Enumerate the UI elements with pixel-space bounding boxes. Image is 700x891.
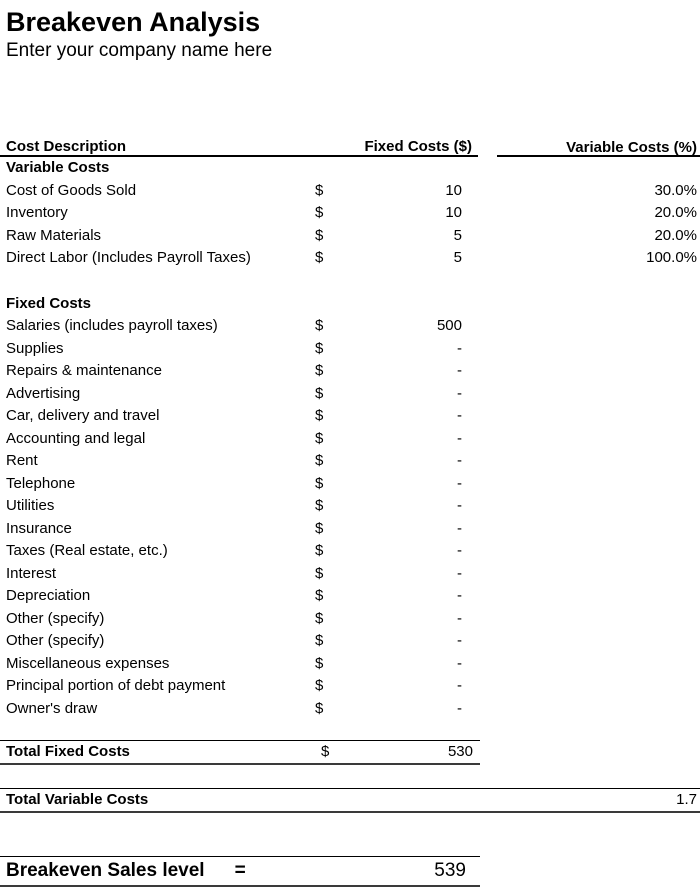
cost-description-cell[interactable]: Advertising bbox=[6, 384, 81, 402]
variable-cost-value-cell[interactable] bbox=[462, 608, 700, 631]
cost-description-cell[interactable]: Taxes (Real estate, etc.) bbox=[6, 542, 168, 559]
variable-cost-value-cell[interactable] bbox=[462, 338, 700, 361]
spacer bbox=[0, 720, 700, 740]
variable-cost-value-cell[interactable] bbox=[462, 315, 700, 338]
section-gap bbox=[0, 270, 700, 293]
currency-symbol: $ bbox=[315, 542, 324, 559]
variable-cost-value-cell[interactable] bbox=[462, 630, 700, 653]
equals-sign: = bbox=[234, 860, 246, 881]
variable-cost-value-cell[interactable] bbox=[462, 473, 700, 496]
company-name-field[interactable]: Enter your company name here bbox=[6, 40, 273, 61]
fixed-cost-value-cell[interactable]: 10 bbox=[445, 204, 462, 221]
cost-row bbox=[0, 473, 700, 496]
section-header: Variable Costs bbox=[6, 159, 110, 176]
variable-cost-value-cell[interactable]: 20.0% bbox=[654, 226, 697, 244]
column-header-variable-costs: Variable Costs (%) bbox=[566, 139, 697, 156]
cost-row bbox=[0, 495, 700, 518]
fixed-cost-value-cell[interactable]: - bbox=[457, 699, 462, 717]
cost-row bbox=[0, 540, 700, 563]
fixed-cost-value-cell[interactable]: 500 bbox=[436, 317, 462, 334]
header-left-group bbox=[0, 139, 478, 157]
fixed-cost-value-cell[interactable]: - bbox=[457, 407, 462, 424]
variable-cost-value-cell[interactable] bbox=[462, 585, 700, 608]
currency-symbol: $ bbox=[315, 609, 324, 627]
fixed-cost-value-cell[interactable]: 10 bbox=[445, 181, 462, 199]
fixed-cost-value-cell[interactable]: - bbox=[457, 654, 462, 672]
cost-row bbox=[0, 315, 700, 338]
cost-description-cell[interactable]: Principal portion of debt payment bbox=[6, 677, 226, 694]
currency-symbol: $ bbox=[315, 181, 324, 199]
cost-description-cell[interactable]: Accounting and legal bbox=[6, 429, 146, 447]
currency-symbol: $ bbox=[315, 587, 324, 604]
currency-symbol: $ bbox=[315, 384, 324, 402]
column-header-cost-description: Cost Description bbox=[6, 138, 127, 155]
fixed-cost-value-cell[interactable]: - bbox=[457, 339, 462, 357]
currency-symbol: $ bbox=[315, 474, 324, 492]
cost-description-cell[interactable]: Owner's draw bbox=[6, 699, 98, 717]
cost-row bbox=[0, 675, 700, 698]
cost-description-cell[interactable]: Rent bbox=[6, 452, 38, 469]
currency-symbol: $ bbox=[321, 743, 330, 760]
currency-symbol: $ bbox=[315, 519, 324, 537]
cost-row bbox=[0, 202, 700, 225]
variable-cost-value-cell[interactable]: 100.0% bbox=[646, 249, 697, 266]
cost-description-cell[interactable]: Miscellaneous expenses bbox=[6, 654, 170, 672]
currency-symbol: $ bbox=[315, 204, 324, 221]
column-header-fixed-costs: Fixed Costs ($) bbox=[364, 138, 472, 155]
cost-description-cell[interactable]: Salaries (includes payroll taxes) bbox=[6, 317, 218, 334]
fixed-cost-value-cell[interactable]: - bbox=[457, 632, 462, 649]
cost-description-cell[interactable]: Interest bbox=[6, 564, 57, 582]
fixed-cost-value-cell[interactable]: - bbox=[457, 677, 462, 694]
cost-description-cell[interactable]: Raw Materials bbox=[6, 226, 102, 244]
section-header: Fixed Costs bbox=[6, 294, 92, 312]
currency-symbol: $ bbox=[315, 677, 324, 694]
cost-description-cell[interactable]: Inventory bbox=[6, 204, 68, 221]
variable-cost-value-cell[interactable] bbox=[462, 653, 700, 676]
variable-cost-value-cell[interactable] bbox=[462, 540, 700, 563]
spacer bbox=[0, 813, 700, 856]
cost-row bbox=[0, 608, 700, 631]
cost-row bbox=[0, 563, 700, 586]
page-title: Breakeven Analysis bbox=[6, 7, 261, 37]
variable-cost-value-cell[interactable] bbox=[462, 428, 700, 451]
currency-symbol: $ bbox=[315, 226, 324, 244]
currency-symbol: $ bbox=[315, 699, 324, 717]
variable-cost-value-cell[interactable] bbox=[462, 383, 700, 406]
breakeven-sales-value: 539 bbox=[434, 860, 466, 881]
variable-cost-value-cell[interactable]: 30.0% bbox=[654, 181, 697, 199]
cost-row bbox=[0, 338, 700, 361]
cost-description-cell[interactable]: Other (specify) bbox=[6, 632, 105, 649]
fixed-cost-value-cell[interactable]: - bbox=[457, 519, 462, 537]
variable-cost-value-cell[interactable] bbox=[462, 405, 700, 428]
fixed-cost-value-cell[interactable]: - bbox=[457, 384, 462, 402]
currency-symbol: $ bbox=[315, 497, 324, 514]
cost-row bbox=[0, 518, 700, 541]
cost-description-cell[interactable]: Supplies bbox=[6, 339, 64, 357]
currency-symbol: $ bbox=[315, 317, 324, 334]
breakeven-sales-row bbox=[0, 856, 480, 887]
cost-row bbox=[0, 450, 700, 473]
breakeven-sales-label: Breakeven Sales level bbox=[6, 860, 205, 881]
total-variable-costs-value: 1.7 bbox=[676, 791, 697, 808]
cost-description-cell[interactable]: Telephone bbox=[6, 474, 76, 492]
fixed-cost-value-cell[interactable]: - bbox=[457, 497, 462, 514]
cost-row bbox=[0, 360, 700, 383]
currency-symbol: $ bbox=[315, 654, 324, 672]
variable-cost-value-cell[interactable] bbox=[462, 360, 700, 383]
cost-description-cell[interactable]: Cost of Goods Sold bbox=[6, 181, 137, 199]
currency-symbol: $ bbox=[315, 339, 324, 357]
fixed-cost-value-cell[interactable]: - bbox=[457, 564, 462, 582]
variable-cost-value-cell[interactable] bbox=[462, 698, 700, 721]
fixed-cost-value-cell[interactable]: - bbox=[457, 609, 462, 627]
cost-row bbox=[0, 698, 700, 721]
fixed-cost-value-cell[interactable]: - bbox=[457, 362, 462, 379]
cost-description-cell[interactable]: Utilities bbox=[6, 497, 55, 514]
cost-row bbox=[0, 653, 700, 676]
fixed-cost-value-cell[interactable]: 5 bbox=[453, 249, 462, 266]
cost-description-cell[interactable]: Insurance bbox=[6, 519, 72, 537]
fixed-cost-value-cell[interactable]: - bbox=[457, 542, 462, 559]
total-variable-costs-row bbox=[0, 788, 700, 813]
cost-row bbox=[0, 247, 700, 270]
cost-description-cell[interactable]: Other (specify) bbox=[6, 609, 105, 627]
currency-symbol: $ bbox=[315, 564, 324, 582]
cost-description-cell[interactable]: Depreciation bbox=[6, 587, 91, 604]
currency-symbol: $ bbox=[315, 452, 324, 469]
fixed-cost-value-cell[interactable]: - bbox=[457, 587, 462, 604]
cost-description-cell[interactable]: Car, delivery and travel bbox=[6, 407, 160, 424]
currency-symbol: $ bbox=[315, 429, 324, 447]
cost-row bbox=[0, 630, 700, 653]
cost-row bbox=[0, 428, 700, 451]
total-fixed-costs-value: 530 bbox=[447, 743, 473, 760]
total-variable-costs-label: Total Variable Costs bbox=[6, 791, 149, 808]
fixed-cost-value-cell[interactable]: - bbox=[457, 474, 462, 492]
header-right-group bbox=[497, 139, 700, 157]
cost-row bbox=[0, 405, 700, 428]
variable-cost-value-cell[interactable]: 20.0% bbox=[654, 204, 697, 221]
currency-symbol: $ bbox=[315, 632, 324, 649]
cost-description-cell[interactable]: Repairs & maintenance bbox=[6, 362, 162, 379]
variable-cost-value-cell[interactable] bbox=[462, 563, 700, 586]
cost-row bbox=[0, 383, 700, 406]
total-fixed-costs-row bbox=[0, 740, 480, 765]
fixed-cost-value-cell[interactable]: - bbox=[457, 429, 462, 447]
cost-row bbox=[0, 180, 700, 203]
cost-row bbox=[0, 225, 700, 248]
currency-symbol: $ bbox=[315, 407, 324, 424]
total-fixed-costs-label: Total Fixed Costs bbox=[6, 743, 130, 760]
variable-cost-value-cell[interactable] bbox=[462, 518, 700, 541]
cost-description-cell[interactable]: Direct Labor (Includes Payroll Taxes) bbox=[6, 249, 251, 266]
fixed-cost-value-cell[interactable]: 5 bbox=[453, 226, 462, 244]
currency-symbol: $ bbox=[315, 362, 324, 379]
variable-cost-value-cell[interactable] bbox=[462, 450, 700, 473]
table-header-row bbox=[0, 139, 700, 157]
spacer bbox=[0, 765, 700, 788]
fixed-cost-value-cell[interactable]: - bbox=[457, 452, 462, 469]
currency-symbol: $ bbox=[315, 249, 324, 266]
breakeven-table bbox=[0, 139, 700, 887]
table-body bbox=[0, 157, 700, 720]
cost-row bbox=[0, 585, 700, 608]
variable-cost-value-cell[interactable] bbox=[462, 495, 700, 518]
variable-cost-value-cell[interactable] bbox=[462, 675, 700, 698]
